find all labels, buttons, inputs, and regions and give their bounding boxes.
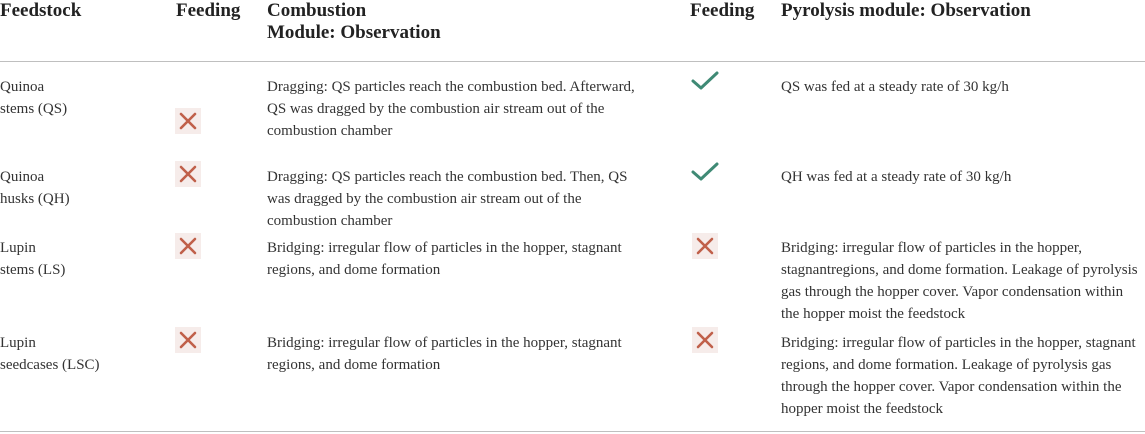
row-1-feedstock: Quinoa stems (QS): [0, 79, 68, 117]
header-feeding-combustion: Feeding: [176, 0, 241, 21]
cross-icon: [175, 161, 201, 187]
header-feeding-pyrolysis: Feeding: [690, 0, 755, 21]
cross-icon: [175, 327, 201, 353]
header-combustion-observation: Combustion Module: Observation: [267, 0, 441, 43]
header-feedstock: Feedstock: [0, 0, 82, 21]
row-1-pyrolysis-observation: QS was fed at a steady rate of 30 kg/h: [781, 79, 1009, 95]
row-2-feedstock: Quinoa husks (QH): [0, 169, 70, 207]
bottom-rule: [0, 431, 1145, 432]
row-3-feedstock: Lupin stems (LS): [0, 240, 66, 278]
cross-icon: [692, 233, 718, 259]
row-4-pyrolysis-observation: Bridging: irregular flow of particles in the hopper, stagnant regions, and dome formation. Leakage of pyrolysis gas through the hopper cover. Vapor condensation within the hopper moist the feedstock: [781, 335, 1136, 417]
row-3-pyrolysis-observation: Bridging: irregular flow of particles in the hopper, stagnantregions, and dome formation. Leakage of pyrolysis gas through the hopper cover. Vapor condensation within the hopper moist the feedstock: [781, 240, 1138, 322]
header-pyrolysis-observation: Pyrolysis module: Observation: [781, 0, 1031, 21]
row-2-pyrolysis-observation: QH was fed at a steady rate of 30 kg/h: [781, 169, 1012, 185]
row-1-combustion-observation: Dragging: QS particles reach the combustion bed. Afterward, QS was dragged by the combustion air stream out of the combustion chamber: [267, 79, 635, 139]
row-3-combustion-observation: Bridging: irregular flow of particles in the hopper, stagnant regions, and dome formation: [267, 240, 622, 278]
row-4-feedstock: Lupin seedcases (LSC): [0, 335, 100, 373]
row-2-combustion-observation: Dragging: QS particles reach the combustion bed. Then, QS was dragged by the combustion air stream out of the combustion chamber: [267, 169, 628, 229]
check-icon: [690, 159, 716, 185]
header-rule: [0, 61, 1145, 62]
check-icon: [690, 68, 716, 94]
cross-icon: [175, 108, 201, 134]
row-4-combustion-observation: Bridging: irregular flow of particles in the hopper, stagnant regions, and dome formation: [267, 335, 622, 373]
cross-icon: [175, 233, 201, 259]
cross-icon: [692, 327, 718, 353]
